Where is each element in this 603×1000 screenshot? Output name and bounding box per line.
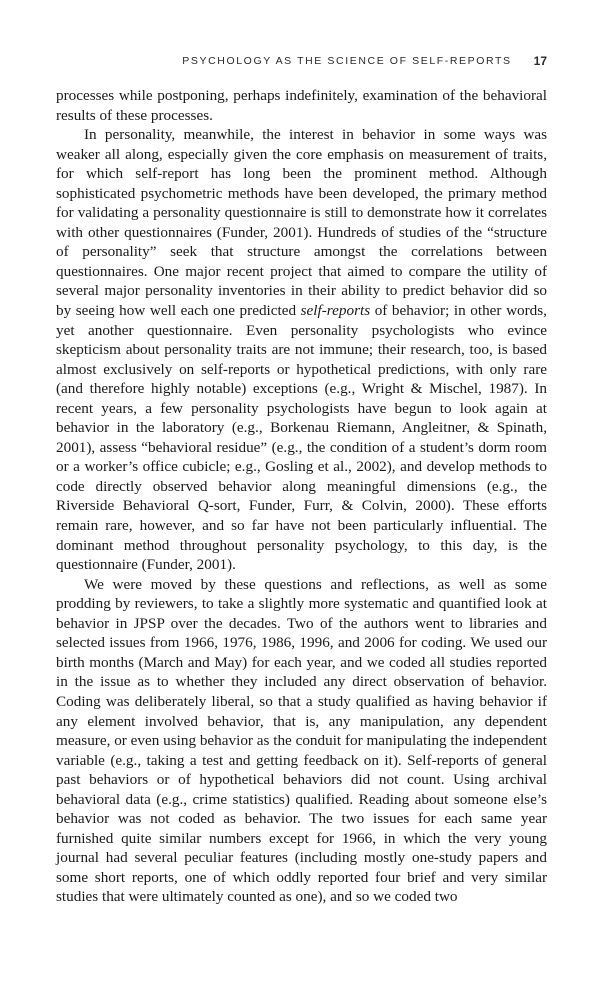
text-run: processes while postponing, perhaps indefinitely, examination of the behavioral results of these processes. (56, 87, 547, 124)
page-number: 17 (533, 54, 547, 68)
text-run: In personality, meanwhile, the interest in behavior in some ways was weaker all along, especially given the core emphasis on measurement of traits, for which self-report has long been the prominent method. Although sophisticated psychometric methods have been developed, the primary method for validating a personality questionnaire is still to demonstrate how it correlates with other questionnaires (Funder, 2001). Hundreds of studies of the “structure of personality” seek that structure amongst the correlations between questionnaires. One major recent project that aimed to compare the utility of several major personality inventories in their ability to predict behavior did so by seeing how well each one predicted (56, 126, 547, 320)
paragraph (56, 86, 547, 125)
text-run: of behavior; in other words, yet another questionnaire. Even personality psychologists who evince skepticism about personality traits are not immune; their research, too, is based almost exclusively on self-reports or hypothetical predictions, with only rare (and therefore highly notable) exceptions (e.g., Wright & Mischel, 1987). In recent years, a few personality psychologists have begun to look again at behavior in the laboratory (e.g., Borkenau Riemann, Angleitner, & Spinath, 2001), assess “behavioral residue” (e.g., the condition of a student’s dorm room or a worker’s office cubicle; e.g., Gosling et al., 2002), and develop methods to code directly observed behavior along meaningful dimensions (e.g., the Riverside Behavioral Q-sort, Funder, Furr, & Colvin, 2000). These efforts remain rare, however, and so far have not been particularly influential. The dominant method throughout personality psychology, to this day, is the questionnaire (Funder, 2001). (56, 302, 547, 574)
emphasized-term: self-reports (300, 302, 371, 320)
running-title: PSYCHOLOGY AS THE SCIENCE OF SELF-REPORTS (182, 55, 512, 67)
body-text (56, 86, 547, 907)
text-run: We were moved by these questions and reflections, as well as some prodding by reviewers, to take a slightly more systematic and quantified look at behavior in JPSP over the decades. Two of the authors went to libraries and selected issues from 1966, 1976, 1986, 1996, and 2006 for coding. We used our birth months (March and May) for each year, and we coded all studies reported in the issue as to whether they included any direct observation of behavior. Coding was deliberately liberal, so that a study qualified as having behavior if any element involved behavior, that is, any manipulation, any dependent measure, or even using behavior as the conduit for manipulating the independent variable (e.g., taking a test and getting feedback on it). Self-reports of general past behaviors or of hypothetical behaviors did not count. Using archival behavioral data (e.g., crime statistics) qualified. Reading about someone else’s behavior was not coded as behavior. The two issues for each same year furnished quite similar numbers except for 1966, in which the very young journal had several peculiar features (including mostly one-study papers and some short reports, one of which oddly reported four brief and very similar studies that were ultimately counted as one), and so we coded two (56, 575, 547, 906)
running-head (56, 52, 547, 70)
paragraph (56, 575, 547, 907)
paragraph (56, 125, 547, 575)
